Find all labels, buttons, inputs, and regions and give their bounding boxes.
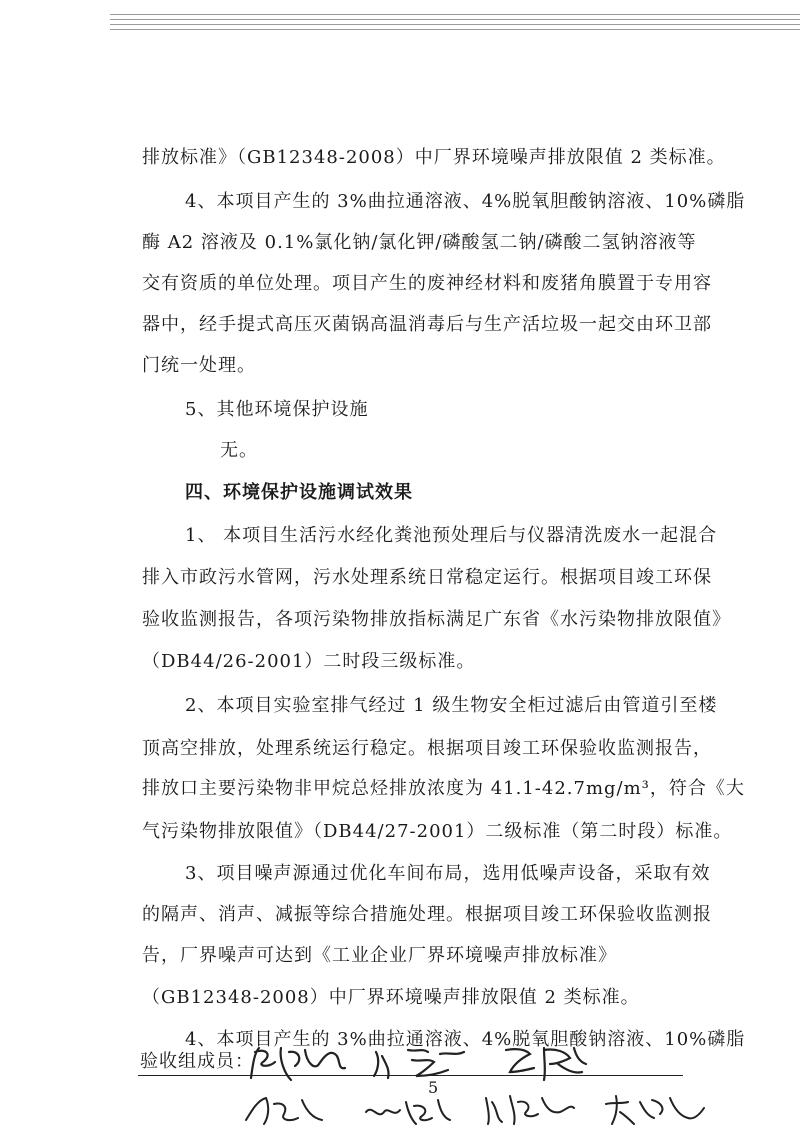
text-line: 4、本项目产生的 3%曲拉通溶液、4%脱氧胆酸钠溶液、10%磷脂 (185, 1029, 746, 1050)
text-line: 的隔声、消声、减振等综合措施处理。根据项目竣工环保验收监测报 (142, 904, 712, 925)
page-edge-stack (110, 10, 800, 40)
text-line: （DB44/26-2001）二时段三级标准。 (142, 651, 476, 672)
text-line: 告，厂界噪声可达到《工业企业厂界环境噪声排放标准》 (142, 945, 617, 966)
text-line: 气污染物排放限值》（DB44/27-2001）二级标准（第二时段）标准。 (142, 821, 733, 842)
text-line: 交有资质的单位处理。项目产生的废神经材料和废猪角膜置于专用容 (142, 273, 712, 294)
text-line: 门统一处理。 (142, 355, 256, 376)
text-line: 4、本项目产生的 3%曲拉通溶液、4%脱氧胆酸钠溶液、10%磷脂 (185, 191, 746, 212)
handwritten-signature (480, 1088, 580, 1128)
text-line: 排放标准》（GB12348-2008）中厂界环境噪声排放限值 2 类标准。 (142, 147, 726, 168)
handwritten-signature (368, 1040, 478, 1085)
text-line: （GB12348-2008）中厂界环境噪声排放限值 2 类标准。 (142, 987, 640, 1008)
handwritten-signature (500, 1040, 600, 1085)
text-line: 验收监测报告，各项污染物排放指标满足广东省《水污染物排放限值》 (142, 609, 731, 630)
text-line: 1、 本项目生活污水经化粪池预处理后与仪器清洗废水一起混合 (185, 525, 718, 546)
text-line: 3、项目噪声源通过优化车间布局，选用低噪声设备，采取有效 (185, 863, 711, 884)
text-line: 5、其他环境保护设施 (185, 399, 369, 420)
text-line: 2、本项目实验室排气经过 1 级生物安全柜过滤后由管道引至楼 (185, 695, 718, 716)
handwritten-signature (600, 1090, 710, 1128)
handwritten-signature (240, 1090, 330, 1128)
text-line: 排入市政污水管网，污水处理系统日常稳定运行。根据项目竣工环保 (142, 567, 712, 588)
text-line: 顶高空排放，处理系统运行稳定。根据项目竣工环保验收监测报告， (142, 738, 712, 759)
handwritten-signature (360, 1090, 460, 1128)
text-line: 无。 (220, 440, 258, 461)
signature-label: 验收组成员： (140, 1051, 254, 1072)
text-line: 排放口主要污染物非甲烷总烃排放浓度为 41.1-42.7mg/m³，符合《大 (142, 778, 745, 799)
text-line: 酶 A2 溶液及 0.1%氯化钠/氯化钾/磷酸氢二钠/磷酸二氢钠溶液等 (142, 232, 697, 253)
page-number: 5 (428, 1078, 439, 1097)
handwritten-signature (245, 1040, 355, 1085)
section-heading: 四、环境保护设施调试效果 (185, 482, 413, 503)
text-line: 器中，经手提式高压灭菌锅高温消毒后与生产活垃圾一起交由环卫部 (142, 314, 712, 335)
